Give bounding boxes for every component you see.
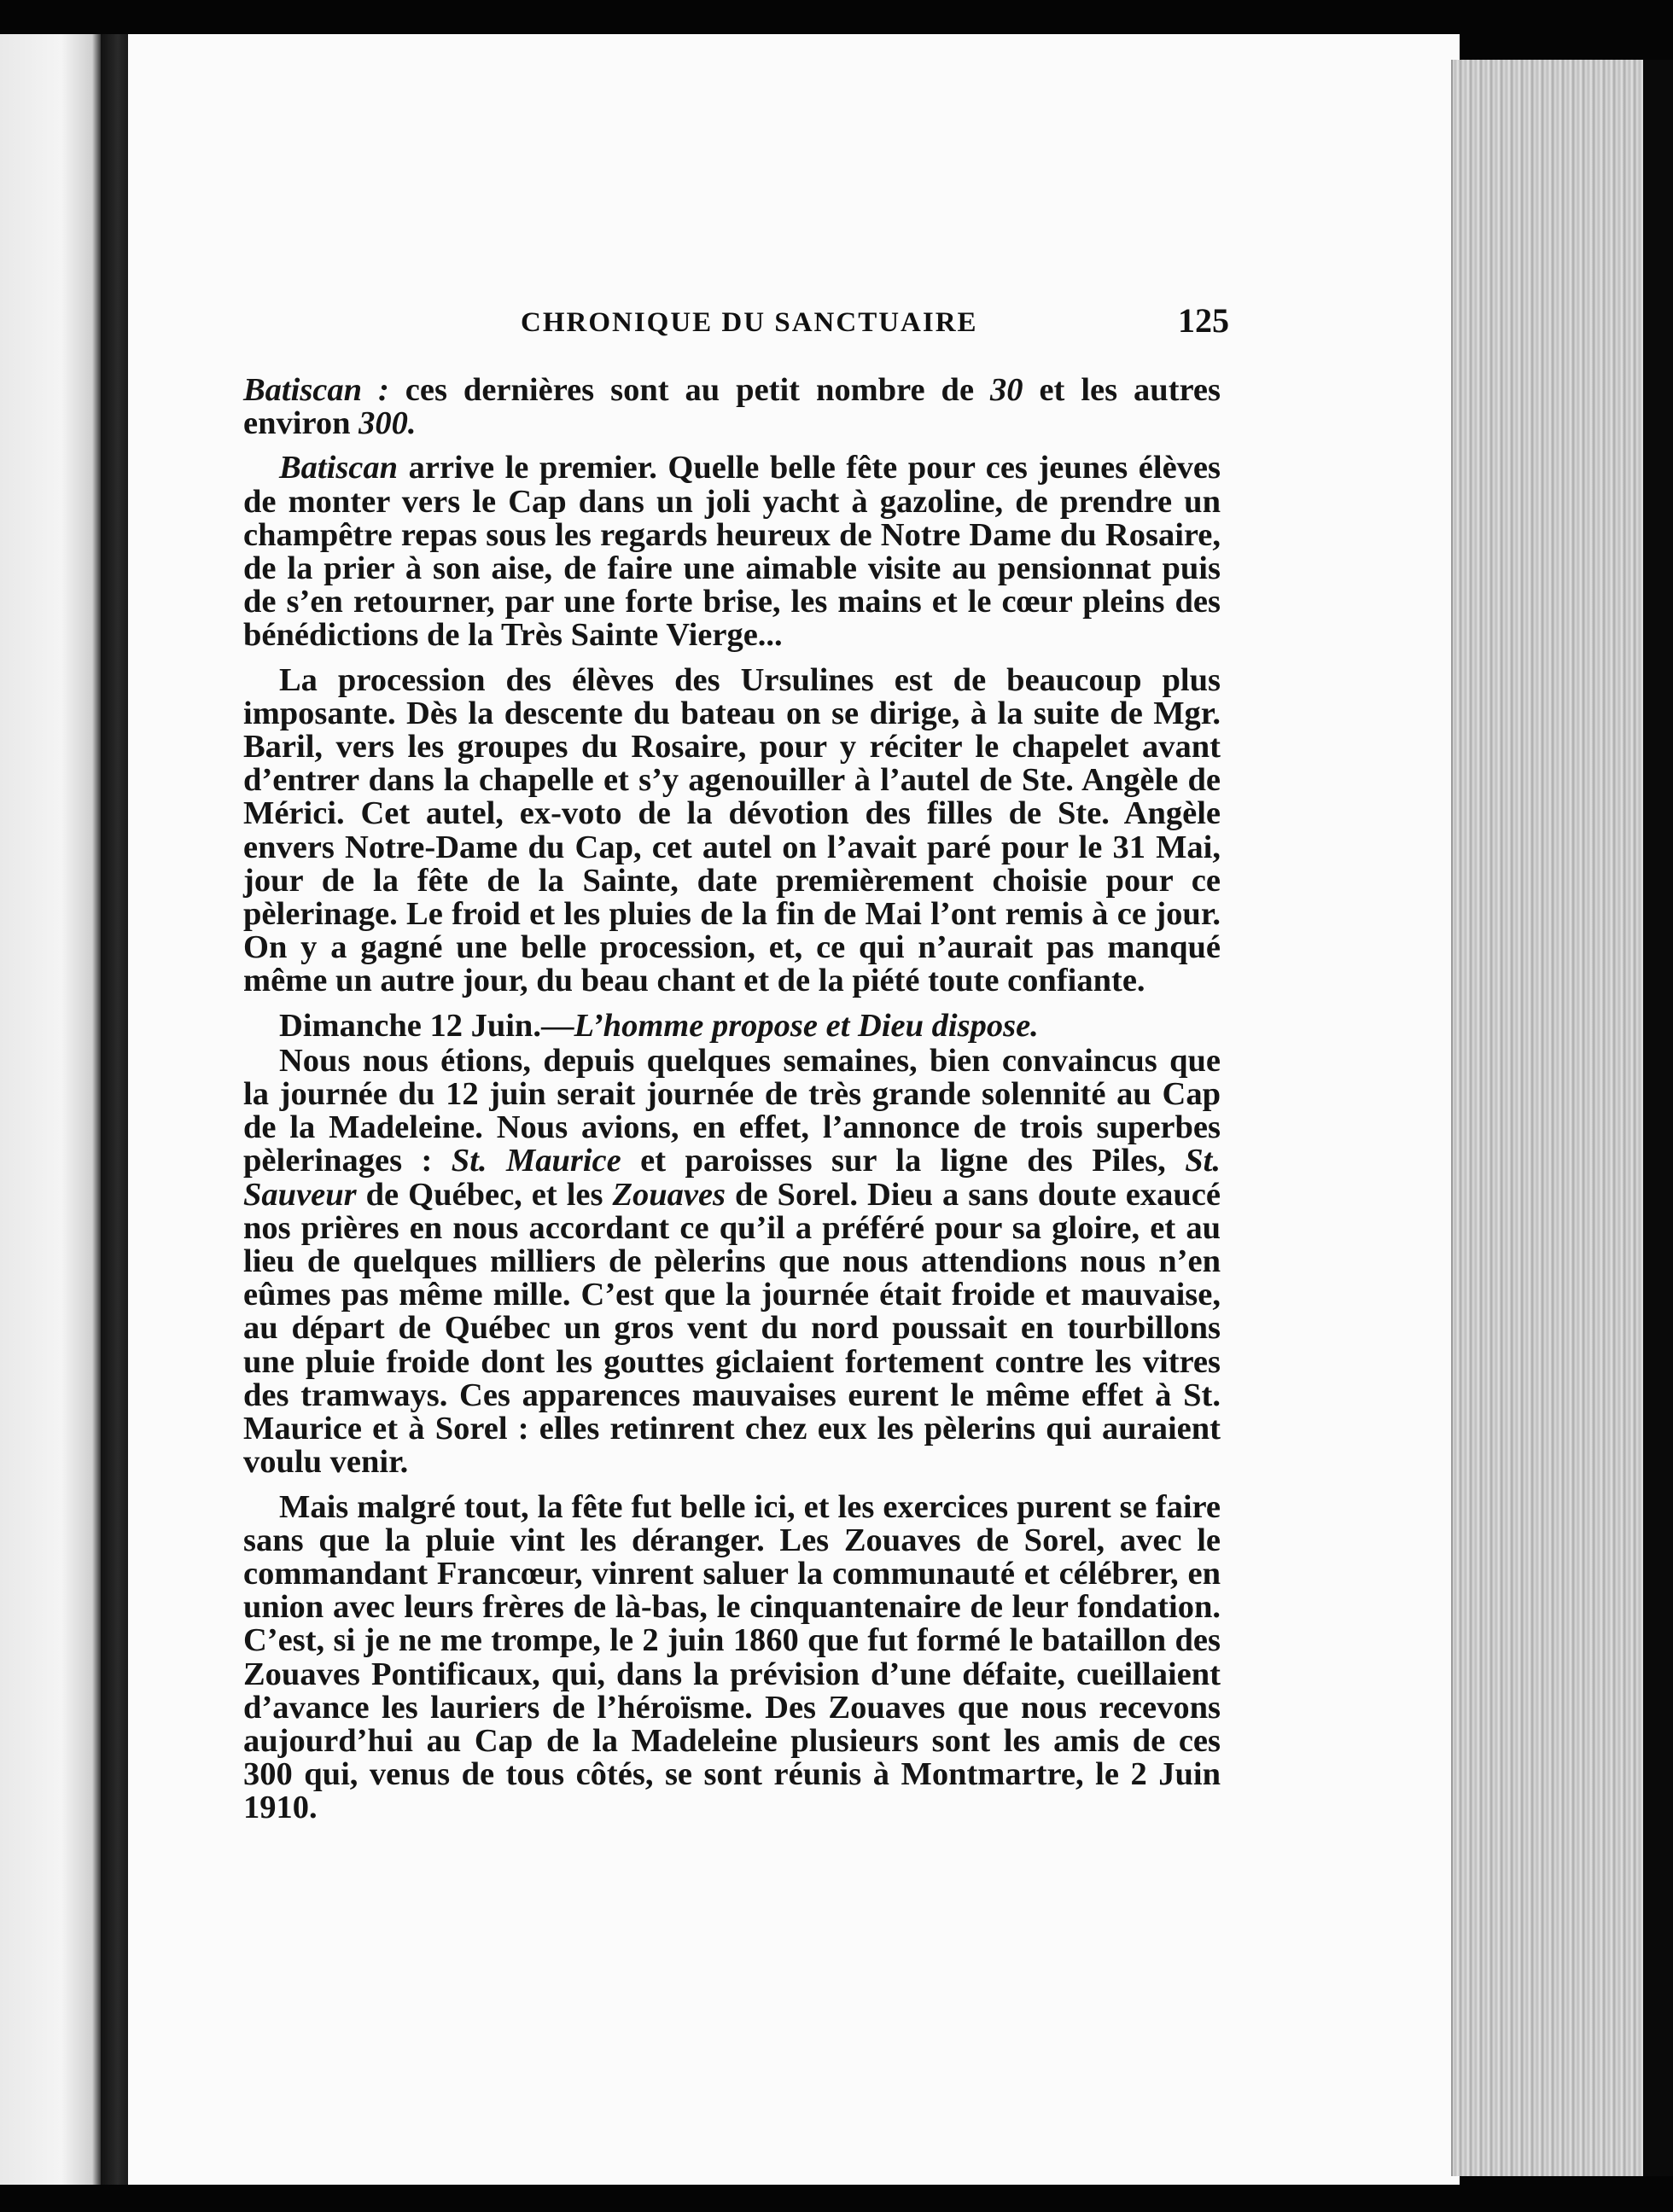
- text-segment: et les autres environ: [243, 372, 1221, 442]
- text-segment: Batiscan: [279, 450, 399, 486]
- running-head: [265, 300, 1229, 352]
- paragraph-p6: [243, 1488, 1221, 1826]
- text-segment: 30: [990, 372, 1023, 408]
- running-title: CHRONIQUE DU SANCTUAIRE: [521, 307, 978, 338]
- text-segment: Batiscan :: [243, 372, 389, 408]
- page-stack-edge: [1451, 60, 1649, 2176]
- text-segment: et paroisses sur la ligne des Piles,: [621, 1143, 1186, 1179]
- text-segment: L’homme propose et Dieu dispose.: [574, 1007, 1039, 1044]
- page-number: 125: [1178, 301, 1229, 340]
- text-segment: St. Sauveur: [243, 1143, 1221, 1213]
- paragraph-p2: [243, 451, 1221, 652]
- text-segment: ces dernières sont au petit nombre de: [388, 372, 990, 408]
- body-text: [243, 374, 1221, 1837]
- text-segment: de Québec, et les: [356, 1176, 613, 1213]
- page-stack-shadow: [1643, 60, 1673, 2176]
- text-segment: Nous nous étions, depuis quelques semaines, bien convaincus que la journée du 12 juin serait journée de très grande solennité au Cap de la Madeleine. Nous avions, en effet, l’annonce de trois superbes pèlerinages :: [243, 1042, 1221, 1179]
- paragraph-p5: [243, 1042, 1221, 1481]
- text-segment: Mais malgré tout, la fête fut belle ici, et les exercices purent se faire sans que la pluie vint les déranger. Les Zouaves de Sorel, avec le commandant Francœur, vinrent saluer la communauté et célébrer, en union avec leurs frères de là-bas, le cinquantenaire de leur fondation. C’est, si je ne me trompe, le 2 juin 1860 que fut formé le bataillon des Zouaves Pontificaux, qui, dans la prévision d’une défaite, cueillaient d’avance les lauriers de l’héroïsme. Des Zouaves que nous recevons aujourd’hui au Cap de la Madeleine plusieurs sont les amis de ces 300 qui, venus de tous côtés, se sont réunis à Montmartre, le 2 Juin 1910.: [243, 1488, 1221, 1826]
- text-segment: 300.: [358, 405, 417, 442]
- text-segment: La procession des élèves des Ursulines est de beaucoup plus imposante. Dès la descente du bateau on se dirige, à la suite de Mgr. Baril, vers les groupes du Rosaire, pour y réciter le chapelet avant d’entrer dans la chapelle et s’y agenouiller à l’autel de Ste. Angèle de Mérici. Cet autel, ex-voto de la dévotion des filles de Ste. Angèle envers Notre-Dame du Cap, cet autel on l’avait paré pour le 31 Mai, jour de la fête de la Sainte, date premièrement choisie pour ce pèlerinage. Le froid et les pluies de la fin de Mai l’ont remis à ce jour. On y a gagné une belle procession, et, ce qui n’aurait pas manqué même un autre jour, du beau chant et de la piété toute confiante.: [243, 661, 1221, 999]
- previous-page-edge: [0, 34, 102, 2185]
- text-segment: Dimanche 12 Juin.—: [279, 1007, 574, 1044]
- paragraph-p3: [243, 661, 1221, 999]
- text-segment: Zouaves: [612, 1176, 726, 1213]
- text-segment: arrive le premier. Quelle belle fête pour ces jeunes élèves de monter vers le Cap dans un joli yacht à gazoline, de prendre un champêtre repas sous les regards heureux de Notre Dame du Rosaire, de la prier à son aise, de faire une aimable visite au pensionnat puis de s’en retourner, par une forte brise, les mains et le cœur pleins des bénédictions de la Très Sainte Vierge...: [243, 450, 1221, 654]
- paragraph-p4: [243, 1007, 1221, 1044]
- text-segment: St. Maurice: [451, 1143, 621, 1179]
- text-segment: de Sorel. Dieu a sans doute exaucé nos prières en nous accordant ce qu’il a préféré pour sa gloire, et au lieu de quelques milliers de pèlerins que nous attendions nous n’en eûmes pas même mille. C’est que la journée était froide et mauvaise, au départ de Québec un gros vent du nord poussait en tourbillons une pluie froide dont les gouttes giclaient fortement contre les vitres des tramways. Ces apparences mauvaises eurent le même effet à St. Maurice et à Sorel : elles retinrent chez eux les pèlerins qui auraient voulu venir.: [243, 1176, 1221, 1481]
- paragraph-p1: [243, 374, 1221, 440]
